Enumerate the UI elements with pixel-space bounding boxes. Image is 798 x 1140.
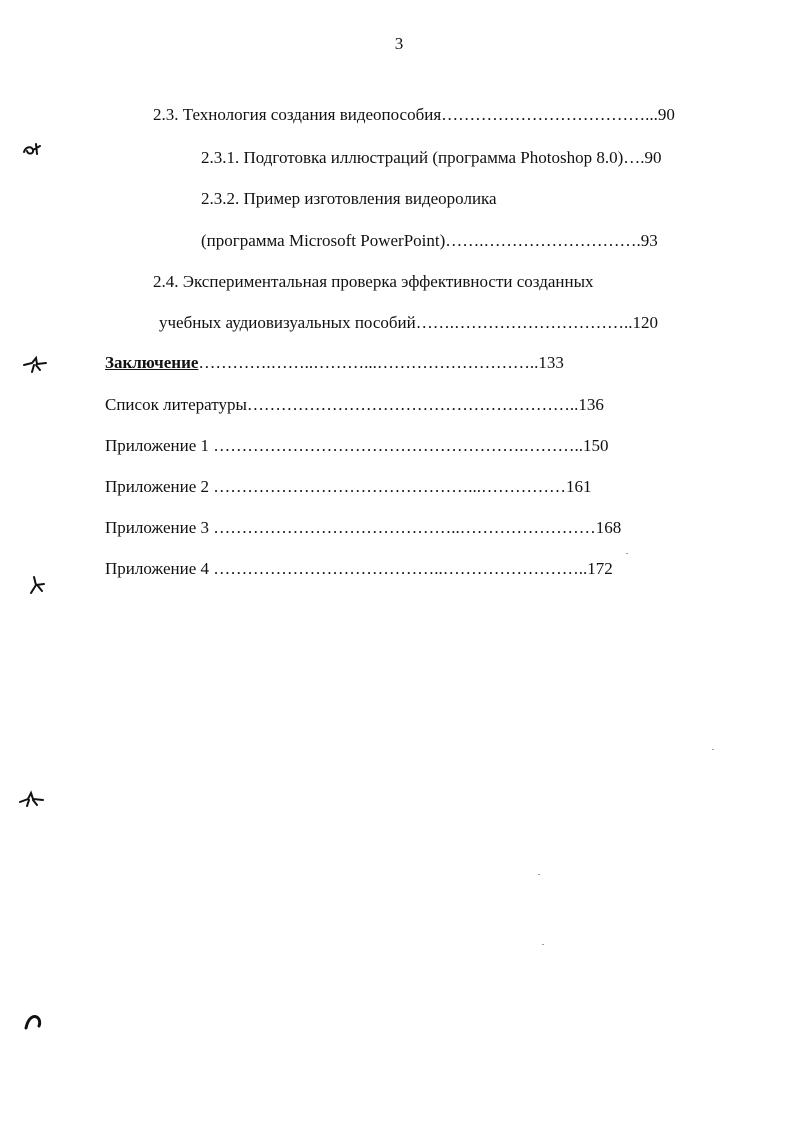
toc-entry-title: 2.3.2. Пример изготовления видеоролика <box>201 189 497 208</box>
toc-entry <box>153 103 675 127</box>
toc-entry <box>201 146 662 170</box>
toc-entry-title: Приложение 2 <box>105 477 209 496</box>
toc-entry <box>201 187 497 211</box>
scan-speck <box>626 553 628 554</box>
binding-mark-icon <box>22 1010 48 1030</box>
toc-entry-page: 133 <box>538 353 564 372</box>
toc-entry-title: Приложение 3 <box>105 518 209 537</box>
toc-entry-leader: …………………………………..…………………….. <box>209 559 588 578</box>
scan-speck <box>542 944 544 945</box>
toc-entry-page: 90 <box>644 148 662 167</box>
toc-entry-page: 136 <box>578 395 604 414</box>
binding-mark-icon <box>20 140 46 160</box>
binding-mark-icon <box>22 355 48 375</box>
toc-entry <box>153 270 594 294</box>
scan-speck <box>538 874 540 875</box>
page-number: 3 <box>394 34 404 53</box>
toc-entry <box>105 557 613 581</box>
toc-entry-page: 93 <box>640 231 658 250</box>
toc-entry-leader: ……………………………………..…………………… <box>209 518 596 537</box>
toc-entry-title: учебных аудиовизуальных пособий <box>159 313 416 332</box>
toc-entry-page: 172 <box>587 559 613 578</box>
toc-entry <box>105 516 621 540</box>
toc-entry-leader: …. <box>623 148 645 167</box>
toc-entry-title: 2.4. Экспериментальная проверка эффективности созданных <box>153 272 594 291</box>
toc-entry-leader: ……………………………………………….……….. <box>209 436 583 455</box>
binding-mark-icon <box>18 790 44 810</box>
toc-entry-title: Приложение 1 <box>105 436 209 455</box>
toc-entry <box>201 229 658 253</box>
toc-entry-title: 2.3.1. Подготовка иллюстраций (программа Photoshop 8.0) <box>201 148 624 167</box>
toc-entry-leader: …….………………………….. <box>415 313 633 332</box>
toc-entry-page: 168 <box>595 518 622 537</box>
toc-entry-title: Список литературы <box>105 395 247 414</box>
toc-entry <box>159 311 658 335</box>
binding-mark-icon <box>26 575 52 595</box>
toc-entry <box>105 351 564 375</box>
toc-entry-page: 120 <box>632 313 658 332</box>
toc-entry-leader: ………………………………………...…………… <box>209 477 566 496</box>
toc-entry-title: 2.3. Технология создания видеопособия <box>153 105 442 124</box>
toc-entry <box>105 393 604 417</box>
toc-entry-page: 150 <box>583 436 609 455</box>
toc-entry-page: 90 <box>657 105 675 124</box>
toc-entry <box>105 434 609 458</box>
toc-entry-page: 161 <box>566 477 592 496</box>
toc-entry-leader: ………………………………... <box>441 105 658 124</box>
toc-entry-title: Приложение 4 <box>105 559 209 578</box>
toc-entry <box>105 475 592 499</box>
toc-entry-leader: ………………………………………………….. <box>246 395 579 414</box>
toc-entry-title: (программа Microsoft PowerPoint) <box>201 231 446 250</box>
toc-entry-title: Заключение <box>105 353 199 372</box>
toc-entry-leader: …….………………………. <box>445 231 641 250</box>
toc-entry-leader: ………….……..………...……………………….. <box>198 353 539 372</box>
scan-speck <box>712 749 714 750</box>
